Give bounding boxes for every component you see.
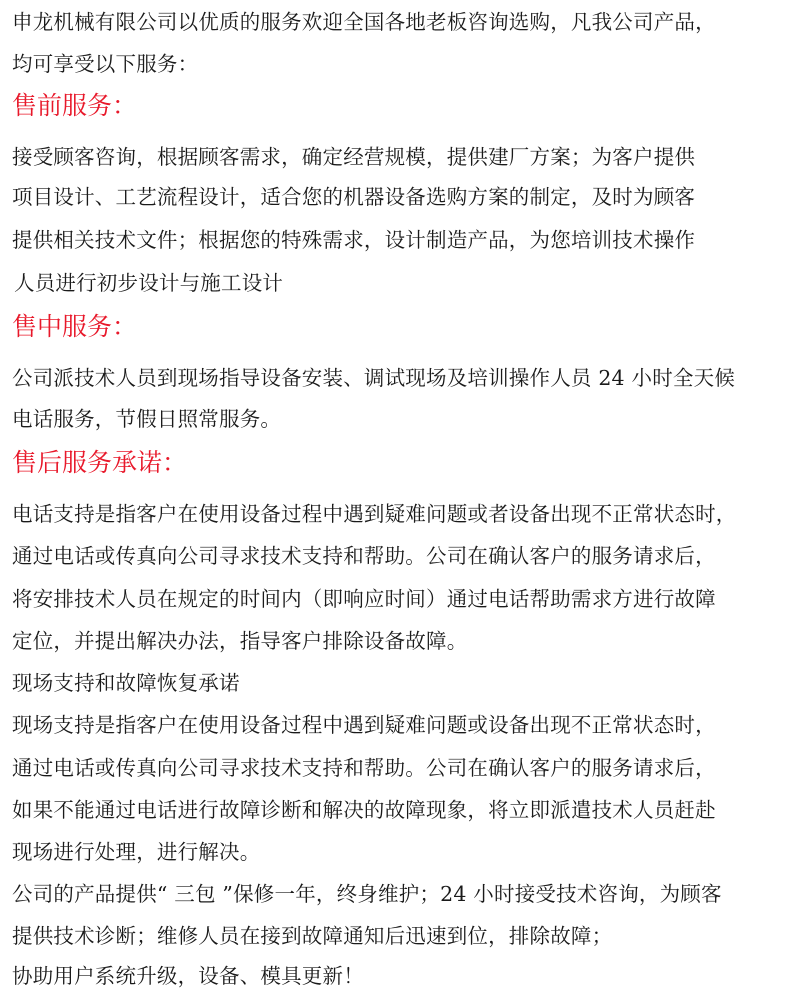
pre-sale-heading: 售前服务： bbox=[12, 91, 138, 120]
pre-sale-line-4: 人员进行初步设计与施工设计 bbox=[14, 271, 284, 295]
after-sale-line-10: 公司的产品提供“ 三包 ”保修一年，终身维护；24 小时接受技术咨询，为顾客 bbox=[12, 882, 722, 906]
in-sale-heading: 售中服务： bbox=[12, 312, 138, 341]
pre-sale-line-1: 接受顾客咨询，根据顾客需求，确定经营规模，提供建厂方案；为客户提供 bbox=[12, 145, 696, 169]
in-sale-line-1: 公司派技术人员到现场指导设备安装、调试现场及培训操作人员 24 小时全天候 bbox=[12, 366, 736, 390]
after-sale-line-6: 现场支持是指客户在使用设备过程中遇到疑难问题或设备出现不正常状态时， bbox=[12, 713, 716, 737]
pre-sale-line-3: 提供相关技术文件；根据您的特殊需求，设计制造产品，为您培训技术操作 bbox=[12, 228, 696, 252]
in-sale-line-2: 电话服务，节假日照常服务。 bbox=[12, 407, 282, 431]
after-sale-line-11: 提供技术诊断；维修人员在接到故障通知后迅速到位，排除故障； bbox=[12, 924, 613, 948]
after-sale-line-1: 电话支持是指客户在使用设备过程中遇到疑难问题或者设备出现不正常状态时， bbox=[12, 502, 737, 526]
after-sale-line-12: 协助用户系统升级，设备、模具更新！ bbox=[12, 964, 364, 988]
after-sale-line-7: 通过电话或传真向公司寻求技术支持和帮助。公司在确认客户的服务请求后， bbox=[12, 756, 716, 780]
after-sale-heading: 售后服务承诺： bbox=[12, 448, 188, 477]
pre-sale-line-2: 项目设计、工艺流程设计，适合您的机器设备选购方案的制定，及时为顾客 bbox=[12, 185, 696, 209]
after-sale-line-4: 定位，并提出解决办法，指导客户排除设备故障。 bbox=[12, 629, 468, 653]
after-sale-line-3: 将安排技术人员在规定的时间内（即响应时间）通过电话帮助需求方进行故障 bbox=[12, 587, 716, 611]
intro-line-2: 均可享受以下服务： bbox=[12, 52, 199, 76]
after-sale-line-9: 现场进行处理，进行解决。 bbox=[12, 840, 261, 864]
after-sale-line-8: 如果不能通过电话进行故障诊断和解决的故障现象，将立即派遣技术人员赶赴 bbox=[12, 798, 716, 822]
onsite-support-subheading: 现场支持和故障恢复承诺 bbox=[12, 671, 240, 695]
after-sale-line-2: 通过电话或传真向公司寻求技术支持和帮助。公司在确认客户的服务请求后， bbox=[12, 544, 716, 568]
intro-line-1: 申龙机械有限公司以优质的服务欢迎全国各地老板咨询选购，凡我公司产品， bbox=[12, 10, 716, 34]
